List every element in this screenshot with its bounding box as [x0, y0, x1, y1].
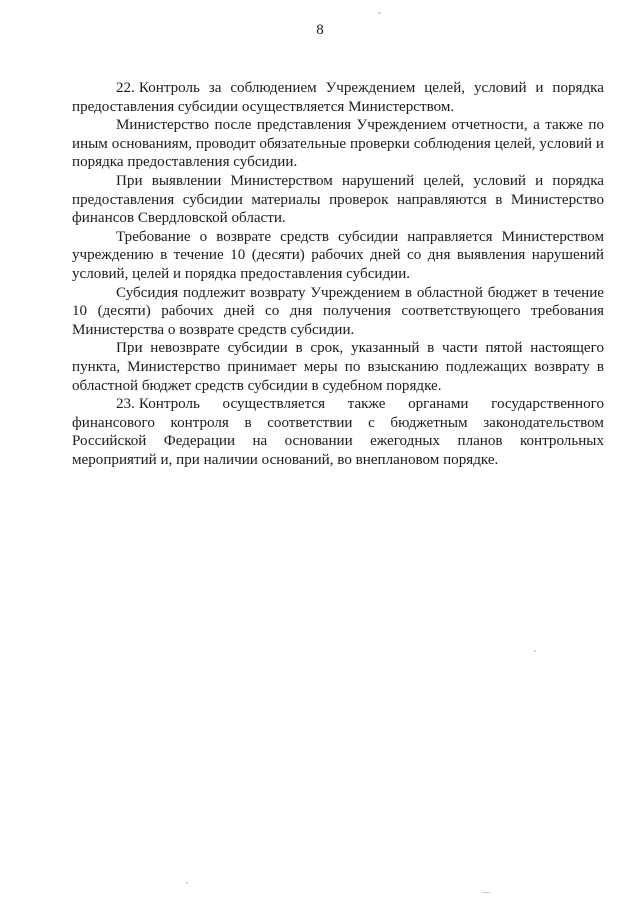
paragraph-violations — [72, 172, 604, 228]
scan-speck — [482, 892, 490, 893]
document-body — [72, 79, 604, 469]
paragraph-text: Контроль за соблюдением Учреждением целей, условий и порядка предоставления субсидии осуществляется Министерством. — [72, 80, 604, 115]
scan-speck — [186, 882, 188, 884]
paragraph-text: Министерство после представления Учреждением отчетности, а также по иным основаниям, проводит обязательные проверки соблюдения целей, условий и порядка предоставления субсидии. — [72, 117, 604, 171]
clause-number: 22. — [116, 80, 135, 96]
paragraph-refund-demand — [72, 228, 604, 284]
paragraph-court-recovery — [72, 339, 604, 395]
paragraph-clause-22 — [72, 79, 604, 116]
scan-speck — [378, 12, 381, 14]
paragraph-text: Субсидия подлежит возврату Учреждением в областной бюджет в течение 10 (десяти) рабочих дней со дня получения соответствующего требования Министерства о возврате средств субсидии. — [72, 284, 604, 338]
paragraph-text: При невозврате субсидии в срок, указанный в части пятой настоящего пункта, Министерство принимает меры по взысканию подлежащих возврату в областной бюджет средств субсидии в судебном порядке. — [72, 340, 604, 394]
paragraph-refund-obligation — [72, 284, 604, 340]
paragraph-clause-23 — [72, 395, 604, 469]
clause-number: 23. — [116, 396, 135, 413]
scan-speck — [534, 650, 536, 652]
page-number: 8 — [316, 22, 324, 38]
paragraph-text: При выявлении Министерством нарушений целей, условий и порядка предоставления субсидии материалы проверок направляются в Министерство финансов Свердловской области. — [72, 172, 604, 227]
paragraph-text: Требование о возврате средств субсидии направляется Министерством учреждению в течение 10 (десяти) рабочих дней со дня выявления нарушений условий, целей и порядка предоставления субсидии. — [72, 228, 604, 282]
paragraph-inspections — [72, 116, 604, 172]
paragraph-text: Контроль осуществляется также органами государственного финансового контроля в соответствии с бюджетным законодательством Российской Федерации на основании ежегодных планов контрольных мероприятий и, при наличии оснований, во внеплановом порядке. — [72, 396, 604, 468]
